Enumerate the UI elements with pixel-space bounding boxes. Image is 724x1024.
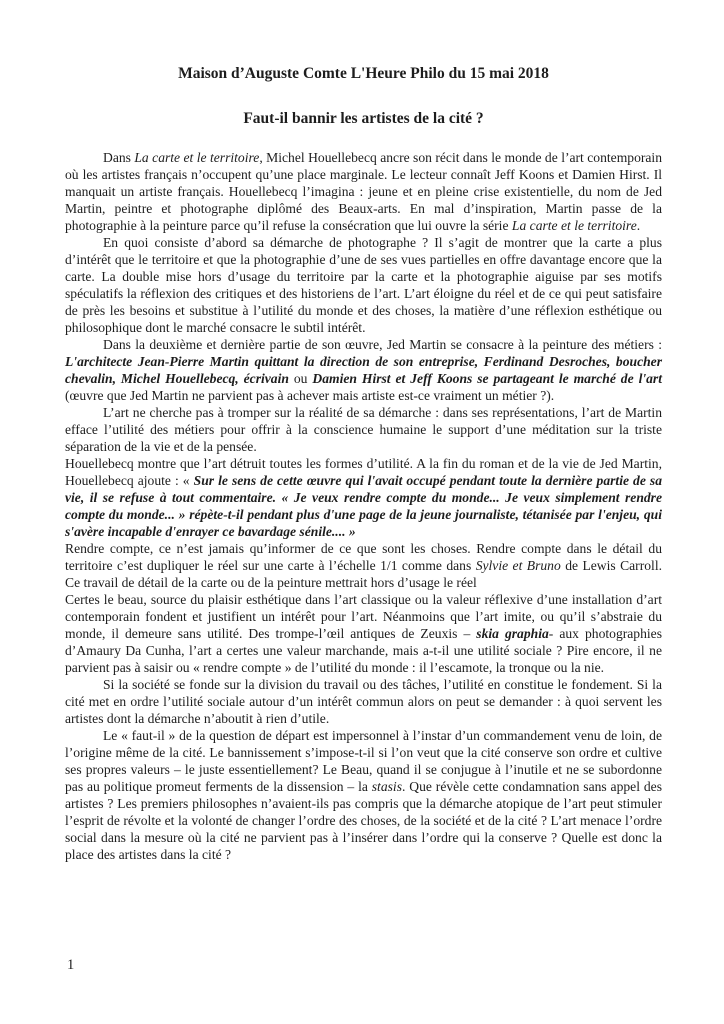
paragraph [65, 149, 662, 234]
paragraph [65, 591, 662, 676]
emphasized-text-run: stasis [371, 779, 402, 794]
text-run: ou [288, 371, 313, 386]
document-title: Maison d’Auguste Comte L'Heure Philo du 15 mai 2018 [178, 65, 549, 82]
document-subtitle: Faut-il bannir les artistes de la cité ? [243, 110, 484, 127]
paragraph [65, 540, 662, 591]
paragraph [65, 404, 662, 455]
text-run: Le « faut-il » de la question de départ est impersonnel à l’instar d’un commandement venu de loin, de l’origine même de la cité. Le bannissement s’impose-t-il si l’on veut que la cité conserve son ordre et cultive ses propres valeurs – le juste essentiellement? Le Beau, quand il se conjugue à l’inutile et ne se subordonne pas au politique promeut ferments de la dissension – la [65, 728, 662, 794]
page-number: 1 [67, 957, 75, 973]
text-run: Certes le beau, source du plaisir esthétique dans l’art classique ou la valeur réflexive d’une installation d’art contemporain fondent et justifient un intérêt pour l’art. Néanmoins que l’art imite, ou qu’il s’abstraie du monde, il demeure sans utilité. Des trompe-l’œil antiques de Zeuxis – [65, 592, 662, 641]
text-run: de Lewis Carroll. Ce travail de détail de la carte ou de la peinture mettrait hors d’usage le réel [65, 558, 662, 590]
text-run: . Que révèle cette condamnation sans appel des artistes ? Les premiers philosophes n’avaient-ils pas compris que la démarche atopique de l’art peut stimuler l’esprit de révolte et la volonté de changer l’ordre des choses, de la société et de la cité ? L’art menace l’ordre social dans la mesure où la cité ne parvient pas à l’insérer dans l’ordre qui la conserve ? Quelle est donc la place des artistes dans la cité ? [65, 779, 662, 862]
text-run: Dans la deuxième et dernière partie de son œuvre, Jed Martin se consacre à la peinture des métiers : [103, 337, 662, 352]
text-run: Dans [103, 150, 135, 165]
text-run: Si la société se fonde sur la division du travail ou des tâches, l’utilité en constitue le fondement. Si la cité met en ordre l’utilité sociale autour d’un intérêt commun alors on peut se demander : à quoi servent les artistes dont la démarche n’aboutit à rien d’utile. [65, 677, 662, 726]
paragraph [65, 455, 662, 540]
paragraph [65, 234, 662, 336]
emphasized-text-run: La carte et le territoire [511, 218, 637, 233]
emphasized-text-run: L'architecte Jean-Pierre Martin quittant la direction de son entreprise, Ferdinand Desroches, boucher chevalin, Michel Houellebecq, écrivain [65, 354, 662, 386]
emphasized-text-run: La carte et le territoire [134, 150, 260, 165]
paragraph [65, 727, 662, 863]
text-run: Rendre compte, ce n’est jamais qu’informer de ce que sont les choses. Rendre compte dans le détail du territoire c’est dupliquer le réel sur une carte à l’échelle 1/1 comme dans [65, 541, 662, 573]
emphasized-text-run: skia graphia [476, 626, 549, 641]
text-run: Houellebecq montre que l’art détruit toutes les formes d’utilité. A la fin du roman et de la vie de Jed Martin, Houellebecq ajoute : « [65, 456, 662, 488]
emphasized-text-run: Damien Hirst et Jeff Koons se partageant le marché de l'art [312, 371, 662, 386]
emphasized-text-run: Sur le sens de cette œuvre qui l'avait occupé pendant toute la dernière partie de sa vie, il se refuse à tout commentaire. « Je veux rendre compte du monde... Je veux simplement rendre compte du monde... » répète-t-il pendant plus d'une page de la jeune journaliste, tétanisée par l'enjeu, qui s'avère incapable d'enrayer ce bavardage sénile.... » [65, 473, 662, 539]
text-run: - aux photographies d’Amaury Da Cunha, l’art a certes une valeur marchande, mais a-t-il une utilité sociale ? Pire encore, il ne parvient pas à saisir ou « rendre compte » de l’utilité du monde : il l’escamote, la tronque ou la nie. [65, 626, 662, 675]
document-body [65, 149, 662, 863]
text-run: L’art ne cherche pas à tromper sur la réalité de sa démarche : dans ses représentations, l’art de Martin efface l’utilité des métiers pour offrir à la conscience humaine le support d’une méditation sur la triste séparation de la vie et de la pensée. [65, 405, 662, 454]
document-content [65, 64, 662, 863]
text-run: En quoi consiste d’abord sa démarche de photographe ? Il s’agit de montrer que la carte a plus d’intérêt que le territoire et que la photographie d’une de ses vues partielles en offre davantage encore que la carte. La double mise hors d’usage du territoire par la carte et la photographie aiguise par ses motifs spéculatifs la réflexion des critiques et des historiens de l’art. L’art éloigne du réel et de ce qui peut satisfaire de près les besoins et substitue à l’utilité du monde et des choses, la matière d’une réflexion esthétique ou philosophique dont le marché consacre le subtil intérêt. [65, 235, 662, 335]
text-run: (œuvre que Jed Martin ne parvient pas à achever mais artiste est-ce vraiment un métier ?). [65, 388, 555, 403]
text-run: , Michel Houellebecq ancre son récit dans le monde de l’art contemporain où les artistes français n’occupent qu’une place marginale. Le lecteur connaît Jeff Koons et Damien Hirst. Il manquait un artiste français. Houellebecq l’imagina : jeune et en pleine crise existentielle, du nom de Jed Martin, peintre et photographe diplômé des Beaux-arts. En mal d’inspiration, Martin passe de la photographie à la peinture parce qu’il refuse la consécration que lui ouvre la série [65, 150, 662, 233]
emphasized-text-run: Sylvie et Bruno [475, 558, 561, 573]
text-run: . [636, 218, 641, 233]
paragraph [65, 676, 662, 727]
paragraph [65, 336, 662, 404]
